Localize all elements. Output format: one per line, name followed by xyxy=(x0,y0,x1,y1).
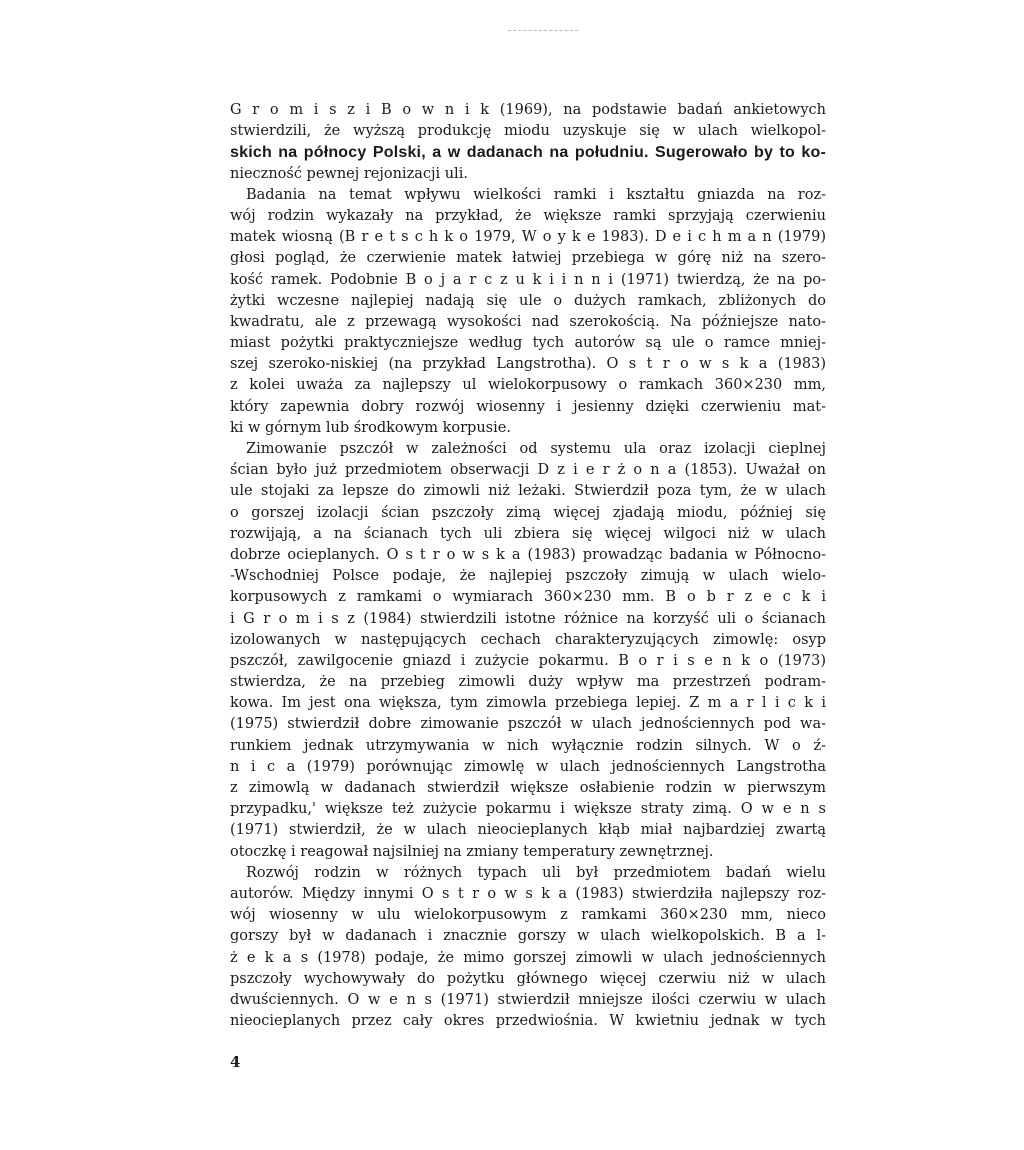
text-line: gorszy był w dadanach i znacznie gorszy w ulach wielkopolskich. B a l- xyxy=(230,928,826,945)
text-line: nieocieplanych przez cały okres przedwiośnia. W kwietniu jednak w tych xyxy=(230,1013,826,1030)
text-line: ścian było już przedmiotem obserwacji D z i e r ż o n a (1853). Uważał on xyxy=(230,462,826,479)
text-line: kość ramek. Podobnie B o j a r c z u k i i n n i (1971) twierdzą, że na po- xyxy=(230,271,826,288)
text-line: kowa. Im jest ona większa, tym zimowla przebiega lepiej. Z m a r l i c k i xyxy=(230,695,826,712)
body-text xyxy=(230,100,826,1032)
text-line: szej szeroko-niskiej (na przykład Langstrotha). O s t r o w s k a (1983) xyxy=(230,356,826,373)
text-line: stwierdzili, że wyższą produkcję miodu uzyskuje się w ulach wielkopol- xyxy=(230,123,826,140)
text-line: z kolei uważa za najlepszy ul wielokorpusowy o ramkach 360×230 mm, xyxy=(230,377,826,394)
text-line: Rozwój rodzin w różnych typach uli był przedmiotem badań wielu xyxy=(246,864,826,881)
text-line: dwuściennych. O w e n s (1971) stwierdził mniejsze ilości czerwiu w ulach xyxy=(230,991,826,1008)
text-line: miast pożytki praktyczniejsze według tych autorów są ule o ramce mniej- xyxy=(230,335,826,352)
text-line: z zimowlą w dadanach stwierdził większe osłabienie rodzin w pierwszym xyxy=(230,780,826,796)
text-line: matek wiosną (B r e t s c h k o 1979, W o y k e 1983). D e i c h m a n (1979) xyxy=(230,229,826,246)
text-line: autorów. Między innymi O s t r o w s k a (1983) stwierdziła najlepszy roz- xyxy=(230,885,826,902)
text-line: wój wiosenny w ulu wielokorpusowym z ramkami 360×230 mm, nieco xyxy=(230,907,826,924)
text-line: n i c a (1979) porównując zimowlę w ulach jednościennych Langstrotha xyxy=(230,758,826,775)
text-line: pszczół, zawilgocenie gniazd i zużycie pokarmu. B o r i s e n k o (1973) xyxy=(230,652,826,669)
text-line: stwierdza, że na przebieg zimowli duży wpływ ma przestrzeń podram- xyxy=(230,674,826,691)
top-scan-mark xyxy=(508,30,578,32)
text-line: o gorszej izolacji ścian pszczoły zimą więcej zjadają miodu, później się xyxy=(230,504,826,521)
text-line: żytki wczesne najlepiej nadają się ule o dużych ramkach, zbliżonych do xyxy=(230,292,826,309)
text-line: ule stojaki za lepsze do zimowli niż leżaki. Stwierdził poza tym, że w ulach xyxy=(230,483,826,500)
text-line: otoczkę i reagował najsilniej na zmiany temperatury zewnętrznej. xyxy=(230,843,714,860)
text-line: Badania na temat wpływu wielkości ramki i kształtu gniazda na roz- xyxy=(246,186,826,203)
page-number: 4 xyxy=(230,1053,241,1071)
text-line: nieczność pewnej rejonizacji uli. xyxy=(230,165,468,182)
text-line: rozwijają, a na ścianach tych uli zbiera się więcej wilgoci niż w ulach xyxy=(230,525,826,542)
text-line: Zimowanie pszczół w zależności od systemu ula oraz izolacji cieplnej xyxy=(246,441,826,457)
text-line: który zapewnia dobry rozwój wiosenny i jesienny dzięki czerwieniu mat- xyxy=(230,398,826,415)
text-line: (1975) stwierdził dobre zimowanie pszczół w ulach jednościennych pod wa- xyxy=(230,716,826,733)
text-line: przypadku,' większe też zużycie pokarmu i większe straty zimą. O w e n s xyxy=(230,801,826,818)
text-line: G r o m i s z i B o w n i k (1969), na podstawie badań ankietowych xyxy=(230,102,826,118)
text-line: ż e k a s (1978) podaje, że mimo gorszej zimowli w ulach jednościennych xyxy=(230,949,826,966)
text-line: izolowanych w następujących cechach charakteryzujących zimowlę: osyp xyxy=(230,631,826,648)
text-line: runkiem jednak utrzymywania w nich wyłącznie rodzin silnych. W o ź- xyxy=(230,737,826,754)
text-line: pszczoły wychowywały do pożytku głównego więcej czerwiu niż w ulach xyxy=(230,970,826,987)
text-line: i G r o m i s z (1984) stwierdzili istotne różnice na korzyść uli o ścianach xyxy=(230,610,826,627)
text-line: dobrze ocieplanych. O s t r o w s k a (1983) prowadząc badania w Północno- xyxy=(230,546,826,563)
text-line: -Wschodniej Polsce podaje, że najlepiej pszczoły zimują w ulach wielo- xyxy=(230,568,826,585)
text-line: skich na północy Polski, a w dadanach na południu. Sugerowało by to ko- xyxy=(230,144,826,162)
text-line: głosi pogląd, że czerwienie matek łatwiej przebiega w górę niż na szero- xyxy=(230,250,826,267)
text-line: wój rodzin wykazały na przykład, że większe ramki sprzyjają czerwieniu xyxy=(230,207,826,224)
text-line: ki w górnym lub środkowym korpusie. xyxy=(230,419,511,436)
text-line: (1971) stwierdził, że w ulach nieocieplanych kłąb miał najbardziej zwartą xyxy=(230,822,826,839)
text-line: kwadratu, ale z przewagą wysokości nad szerokością. Na późniejsze nato- xyxy=(230,313,826,330)
text-line: korpusowych z ramkami o wymiarach 360×230 mm. B o b r z e c k i xyxy=(230,589,826,606)
